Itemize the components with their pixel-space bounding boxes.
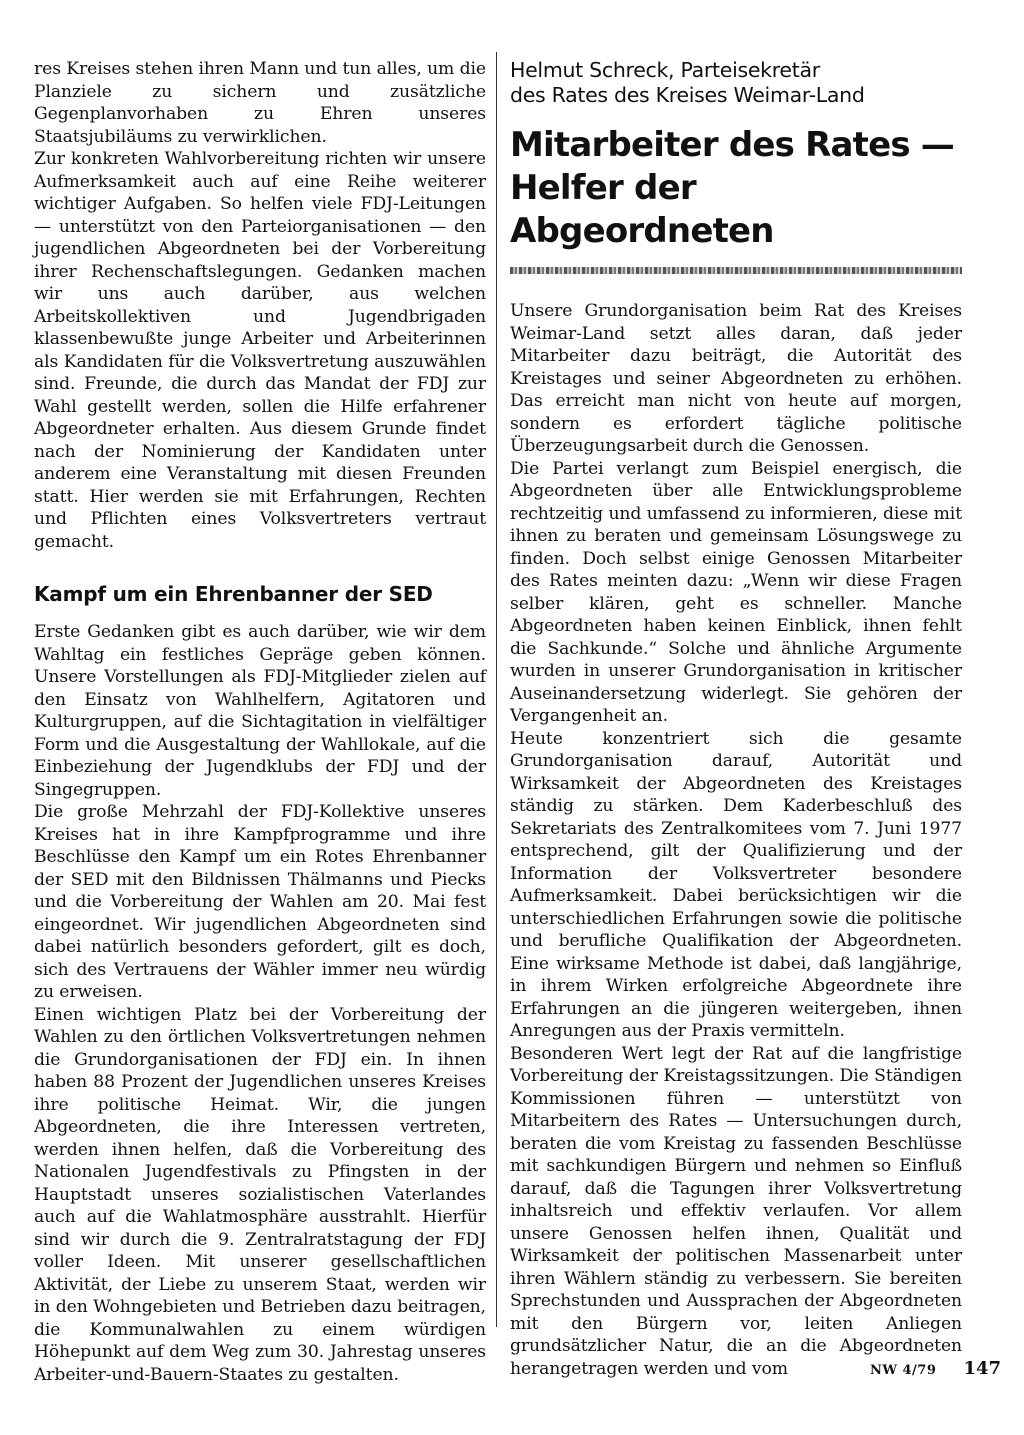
section-subheading: Kampf um ein Ehrenbanner der SED xyxy=(34,582,433,606)
headline-line-2: Helfer der Abgeordneten xyxy=(510,168,774,251)
left-column xyxy=(34,58,486,1386)
page-number: 147 xyxy=(963,1358,1002,1379)
page-footer xyxy=(870,1358,1001,1379)
left-paragraph-4: Die große Mehrzahl der FDJ-Kollektive unseres Kreises hat in ihre Kampfprogramme und ihre Beschlüsse den Kampf um ein Rotes Ehrenbanner der SED mit den Bildnissen Thälmanns und Piecks und die Vorbereitung der Wahlen am 20. Mai fest eingeordnet. Wir jugendlichen Abgeordneten sind dabei natürlich besonders gefordert, gilt es doch, sich des Vertrauens der Wähler immer neu würdig zu erweisen. xyxy=(34,802,486,1002)
left-paragraph-3: Erste Gedanken gibt es auch darüber, wie wir dem Wahltag ein festliches Gepräge geben können. Unsere Vorstellungen als FDJ-Mitglieder zielen auf den Einsatz von Wahlhelfern, Agitatoren und Kulturgruppen, auf die Sichtagitation in vielfältiger Form und die Ausgestaltung der Wahllokale, auf die Einbeziehung der Jugendklubs der FDJ und der Singegruppen. xyxy=(34,622,486,800)
right-paragraph-4: Besonderen Wert legt der Rat auf die langfristige Vorbereitung der Kreistagssitzungen. Die Ständigen Kommissionen führen — unterstützt von Mitarbeitern des Rates — Untersuchungen durch, beraten die vom Kreistag zu fassenden Beschlüsse mit sachkundigen Bürgern und nehmen so Einfluß darauf, daß die Tagungen ihrer Volksvertretung inhaltsreich und effektiv verlaufen. Vor allem unsere Genossen helfen ihnen, Qualität und Wirksamkeit der politischen Massenarbeit unter ihren Wählern ständig zu verbessern. Sie bereiten Sprechstunden und Aussprachen der Abgeordneten mit den Bürgern vor, leiten Anliegen grundsätzlicher Natur, die an die Abgeordneten herangetragen werden und vom xyxy=(510,1043,962,1379)
author-byline xyxy=(510,58,962,108)
headline-line-1: Mitarbeiter des Rates — xyxy=(510,125,955,165)
journal-issue: NW 4/79 xyxy=(870,1363,937,1378)
article-headline xyxy=(510,124,962,253)
decorative-rule xyxy=(510,267,962,274)
left-paragraph-1: res Kreises stehen ihren Mann und tun alles, um die Planziele zu sichern und zusätzliche Gegenplanvorhaben zu Ehren unseres Staatsjubiläums zu verwirklichen. xyxy=(34,59,486,147)
column-divider xyxy=(496,52,497,1327)
author-name-line: Helmut Schreck, Parteisekretär xyxy=(510,58,820,82)
right-paragraph-1: Unsere Grundorganisation beim Rat des Kreises Weimar-Land setzt alles daran, daß jeder Mitarbeiter dazu beiträgt, die Autorität des Kreistages und seiner Abgeordneten zu erhöhen. Das erreicht man nicht von heute auf morgen, sondern es erfordert tägliche politische Überzeugungsarbeit durch die Genossen. xyxy=(510,301,962,456)
author-affiliation-line: des Rates des Kreises Weimar-Land xyxy=(510,83,865,107)
right-paragraph-3: Heute konzentriert sich die gesamte Grundorganisation darauf, Autorität und Wirksamkeit der Abgeordneten des Kreistages ständig zu stärken. Dem Kaderbeschluß des Sekretariats des Zentralkomitees vom 7. Juni 1977 entsprechend, gilt der Qualifizierung und der Information der Volksvertreter besondere Aufmerksamkeit. Dabei berücksichtigen wir die unterschiedlichen Erfahrungen sowie die politische und berufliche Qualifikation der Abgeordneten. Eine wirksame Methode ist dabei, daß langjährige, in ihrem Wirken erfolgreiche Abgeordnete ihre Erfahrungen an die jüngeren weitergeben, ihnen Anregungen aus der Praxis vermitteln. xyxy=(510,728,962,1041)
left-paragraph-5: Einen wichtigen Platz bei der Vorbereitung der Wahlen zu den örtlichen Volksvertretungen nehmen die Grundorganisationen der FDJ ein. In ihnen haben 88 Prozent der Jugendlichen unseres Kreises ihre politische Heimat. Wir, die jungen Abgeordneten, die ihre Interessen vertreten, werden ihnen helfen, daß die Vorbereitung des Nationalen Jugendfestivals zu Pfingsten in der Hauptstadt unseres sozialistischen Vaterlandes auch auf die Wahlatmosphäre ausstrahlt. Hierfür sind wir durch die 9. Zentralratstagung der FDJ voller Ideen. Mit unserer gesellschaftlichen Aktivität, der Liebe zu unserem Staat, werden wir in den Wohngebieten und Betrieben dazu beitragen, die Kommunalwahlen zu einem würdigen Höhepunkt auf dem Weg zum 30. Jahrestag unseres Arbeiter-und-Bauern-Staates zu gestalten. xyxy=(34,1004,486,1385)
left-paragraph-2: Zur konkreten Wahlvorbereitung richten wir unsere Aufmerksamkeit auch auf eine Reihe weiterer wichtiger Aufgaben. So helfen viele FDJ-Leitungen — unterstützt von den Parteiorganisationen — den jugendlichen Abgeordneten bei der Vorbereitung ihrer Rechenschaftslegungen. Gedanken machen wir uns auch darüber, aus welchen Arbeitskollektiven und Jugendbrigaden klassenbewußte junge Arbeiter und Arbeiterinnen als Kandidaten für die Volksvertretung auszuwählen sind. Freunde, die durch das Mandat der FDJ zur Wahl gestellt werden, sollen die Hilfe erfahrener Abgeordneter erhalten. Aus diesem Grunde findet nach der Nominierung der Kandidaten unter anderem eine Veranstaltung mit diesen Freunden statt. Hier werden sie mit Erfahrungen, Rechten und Pflichten eines Volksvertreters vertraut gemacht. xyxy=(34,149,486,552)
right-paragraph-2: Die Partei verlangt zum Beispiel energisch, die Abgeordneten über alle Entwicklungsprobleme rechtzeitig und umfassend zu informieren, diese mit ihnen zu beraten und gemeinsam Lösungswege zu finden. Doch selbst einige Genossen Mitarbeiter des Rates meinten dazu: „Wenn wir diese Fragen selber klären, geht es schneller. Manche Abgeordneten haben keinen Einblick, ihnen fehlt die Sachkunde.“ Solche und ähnliche Argumente wurden in unserer Grundorganisation in kritischer Auseinandersetzung widerlegt. Sie gehören der Vergangenheit an. xyxy=(510,458,962,726)
right-column xyxy=(510,58,962,1380)
